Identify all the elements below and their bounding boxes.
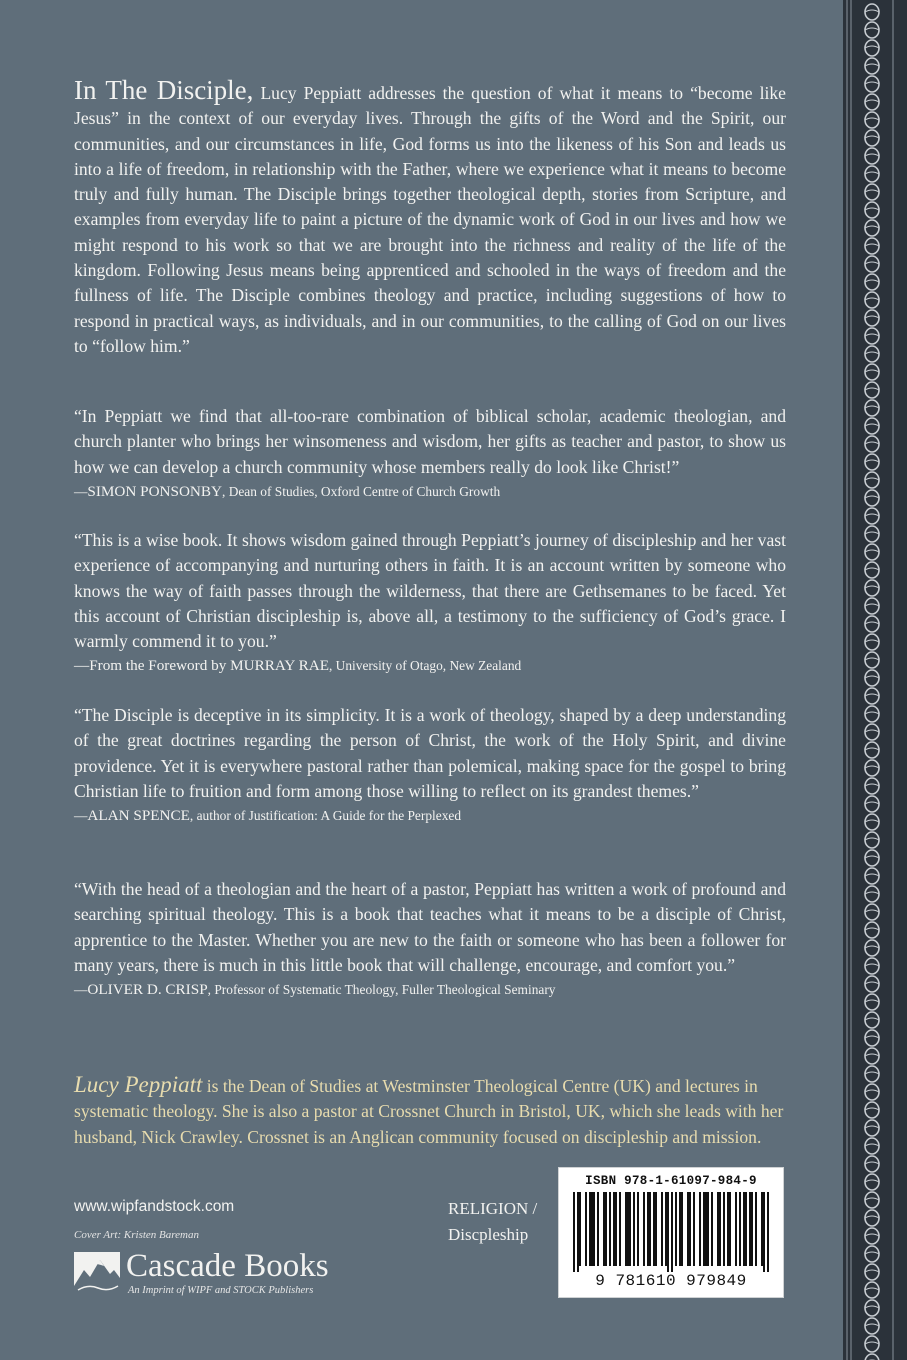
decorative-border — [843, 0, 907, 1360]
endorser-affiliation: , Professor of Systematic Theology, Fuller Theological Seminary — [207, 982, 556, 998]
endorser-affiliation: , author of Justification: A Guide for the Perplexed — [189, 808, 462, 824]
endorsement — [74, 703, 786, 828]
endorsement-attribution — [74, 804, 786, 828]
description-lead: In The Disciple, — [74, 75, 254, 105]
author-name: Lucy Peppiatt — [74, 1072, 203, 1097]
endorser-affiliation: , University of Otago, New Zealand — [328, 658, 522, 674]
description-text: Lucy Peppiatt addresses the question of what it means to “become like Jesus” in the context of our everyday lives. Through the gifts of the Word and the Spirit, our communities, and our circumstances in life, God forms us into the likeness of his Son and leads us into a life of freedom, in relationship with the Father, where we experience what it means to become truly and fully human. The Disciple brings together theological depth, stories from Scripture, and examples from everyday life to paint a picture of the dynamic work of God in our lives and how we might respond to his work so that we are brought into the richness and reality of the life of the kingdom. Following Jesus means being apprenticed and schooled in the ways of freedom and the fullness of life. The Disciple combines theology and practice, including suggestions of how to respond in practical ways, as individuals, and in our communities, to the calling of God on our lives to “follow him.” — [74, 83, 786, 356]
endorsement — [74, 528, 786, 678]
attribution-prefix: —From the Foreword by — [74, 657, 231, 675]
isbn-barcode — [558, 1167, 784, 1298]
endorser-affiliation: , Dean of Studies, Oxford Centre of Church Growth — [222, 483, 501, 499]
endorsement-quote: “This is a wise book. It shows wisdom gained through Peppiatt’s journey of discipleship and her vast experience of accompanying and nurturing others in faith. It is an account written by someone who knows the way of faith passes through the wilderness, that there are Gethsemanes to be faced. Yet this account of Christian discipleship is, above all, a testimony to the sufficiency of God’s grace. I warmly commend it to you.” — [74, 530, 786, 652]
attribution-prefix: — — [74, 982, 88, 998]
endorsement-attribution — [74, 654, 786, 678]
publisher-name: Cascade Books — [126, 1248, 329, 1284]
publisher-tagline: An Imprint of WIPF and STOCK Publishers — [128, 1285, 314, 1296]
cover-art-credit: Cover Art: Kristen Bareman — [74, 1229, 199, 1241]
endorsement-quote: “With the head of a theologian and the heart of a pastor, Peppiatt has written a work of profound and searching spiritual theology. This is a book that teaches what it means to be a disciple of Christ, apprentice to the Master. Whether you are new to the faith or someone who has been a follower for many years, there is much in this little book that will challenge, encourage, and comfort you.” — [74, 879, 786, 975]
attribution-prefix: — — [74, 808, 88, 824]
barcode-icon — [573, 1192, 769, 1272]
endorser-name: ALAN SPENCE — [87, 807, 190, 825]
mountain-icon — [74, 1252, 120, 1294]
ornament-icon — [843, 0, 907, 1360]
book-description — [74, 75, 786, 359]
endorser-name: MURRAY RAE — [230, 657, 329, 675]
category-line: Discpleship — [448, 1225, 529, 1244]
endorsement-quote: “In Peppiatt we find that all-too-rare combination of biblical scholar, academic theologian, and church planter who brings her winsomeness and wisdom, her gifts as teacher and pastor, to show us how we can develop a church community whose members really do look like Christ!” — [74, 406, 786, 477]
publisher-logo — [74, 1248, 364, 1300]
category-line: RELIGION / — [448, 1199, 538, 1218]
author-bio — [74, 1072, 786, 1150]
endorser-name: OLIVER D. CRISP — [87, 981, 208, 999]
endorser-name: SIMON PONSONBY — [87, 482, 222, 500]
endorsement — [74, 404, 786, 504]
isbn-label: ISBN 978-1-61097-984-9 — [585, 1174, 757, 1188]
endorsement-attribution — [74, 978, 786, 1002]
book-category — [448, 1196, 537, 1248]
endorsement — [74, 877, 786, 1002]
bio-text: is the Dean of Studies at Westminster Theological Centre (UK) and lectures in systematic theology. She is also a pastor at Crossnet Church in Bristol, UK, which she leads with her husband, Nick Crawley. Crossnet is an Anglican community focused on discipleship and mission. — [74, 1076, 784, 1147]
endorsement-quote: “The Disciple is deceptive in its simplicity. It is a work of theology, shaped by a deep understanding of the great doctrines regarding the person of Christ, the work of the Holy Spirit, and divine providence. Yet it is everywhere pastoral rather than polemical, making space for the gospel to bring Christian life to fruition and form among those willing to reflect on its grandest themes.” — [74, 705, 786, 801]
publisher-website: www.wipfandstock.com — [74, 1198, 235, 1215]
isbn-digits: 9 781610 979849 — [595, 1272, 747, 1290]
attribution-prefix: — — [74, 483, 88, 499]
endorsement-attribution — [74, 480, 786, 504]
